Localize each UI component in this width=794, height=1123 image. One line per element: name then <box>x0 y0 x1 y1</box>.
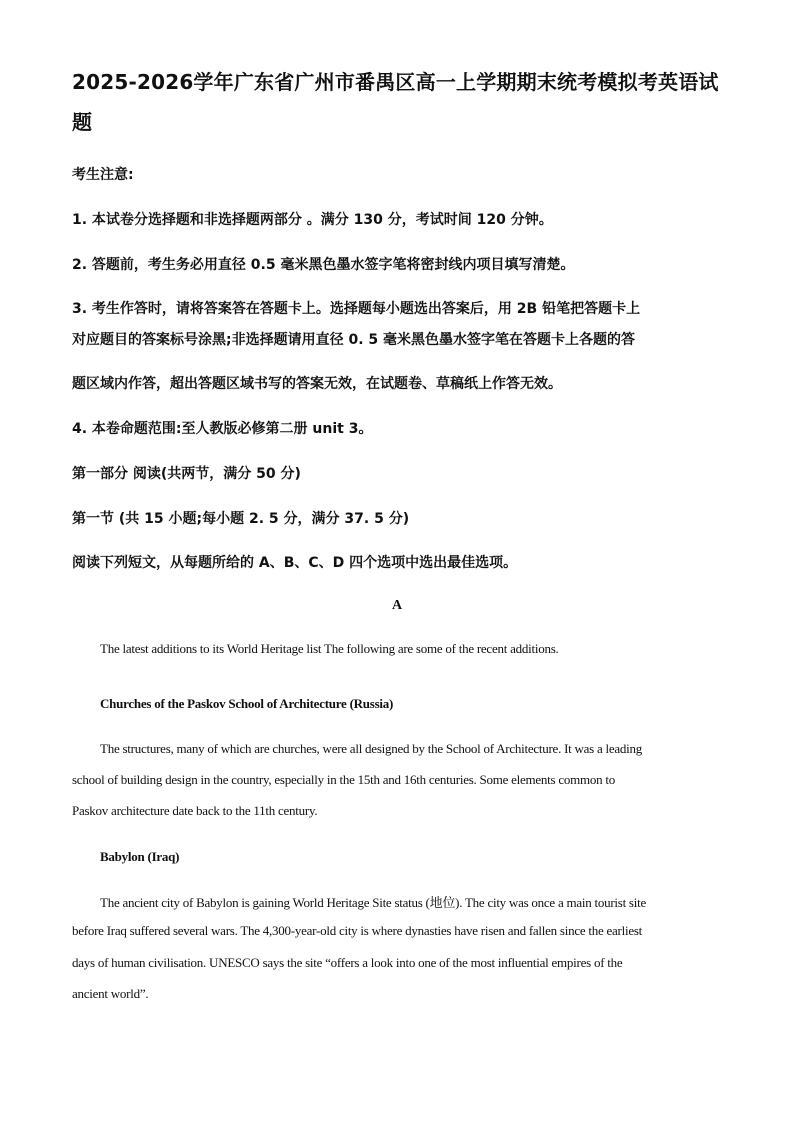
passage-intro: The latest additions to its World Heritage list The following are some of the recent additions. <box>100 641 559 656</box>
section-heading: 第一节 (共 15 小题;每小题 2. 5 分，满分 37. 5 分) <box>72 511 410 527</box>
page-title: 2025-2026学年广东省广州市番禺区高一上学期期末统考模拟考英语试题 <box>72 70 719 134</box>
instruction-text: 阅读下列短文，从每题所给的 A、B、C、D 四个选项中选出最佳选项。 <box>72 555 518 571</box>
notice-item-3-cont2: 题区域内作答，超出答题区域书写的答案无效，在试题卷、草稿纸上作答无效。 <box>72 376 562 392</box>
section-heading-babylon: Babylon (Iraq) <box>100 849 180 864</box>
part-heading: 第一部分 阅读(共两节，满分 50 分) <box>72 466 301 482</box>
section-heading-paskov: Churches of the Paskov School of Architecture (Russia) <box>100 696 394 711</box>
notice-item-2: 2. 答题前，考生务必用直径 0.5 毫米黑色墨水签字笔将密封线内项目填写清楚。 <box>72 257 575 273</box>
notice-heading: 考生注意: <box>72 167 134 183</box>
paragraph-line: The structures, many of which are churches, were all designed by the School of Architecture. It was a leading <box>100 741 643 756</box>
paragraph-line: before Iraq suffered several wars. The 4,300-year-old city is where dynasties have risen and fallen since the earliest <box>72 923 643 938</box>
paragraph-line: The ancient city of Babylon is gaining World Heritage Site status (地位). The city was once a main tourist site <box>100 895 646 910</box>
paragraph-line: ancient world”. <box>72 986 149 1001</box>
paragraph-line: Paskov architecture date back to the 11th century. <box>72 803 318 818</box>
notice-item-1: 1. 本试卷分选择题和非选择题两部分 。满分 130 分，考试时间 120 分钟。 <box>72 212 553 228</box>
notice-item-4: 4. 本卷命题范围:至人教版必修第二册 unit 3。 <box>72 421 373 437</box>
paragraph-line: days of human civilisation. UNESCO says the site “offers a look into one of the most influential empires of the <box>72 955 623 970</box>
paragraph-line: school of building design in the country, especially in the 15th and 16th centuries. Some elements common to <box>72 772 615 787</box>
notice-item-3: 3. 考生作答时，请将答案答在答题卡上。选择题每小题选出答案后，用 2B 铅笔把答题卡上 <box>72 301 641 317</box>
passage-label: A <box>391 598 403 613</box>
notice-item-3-cont: 对应题目的答案标号涂黑;非选择题请用直径 0. 5 毫米黑色墨水签字笔在答题卡上各题的答 <box>72 332 636 348</box>
